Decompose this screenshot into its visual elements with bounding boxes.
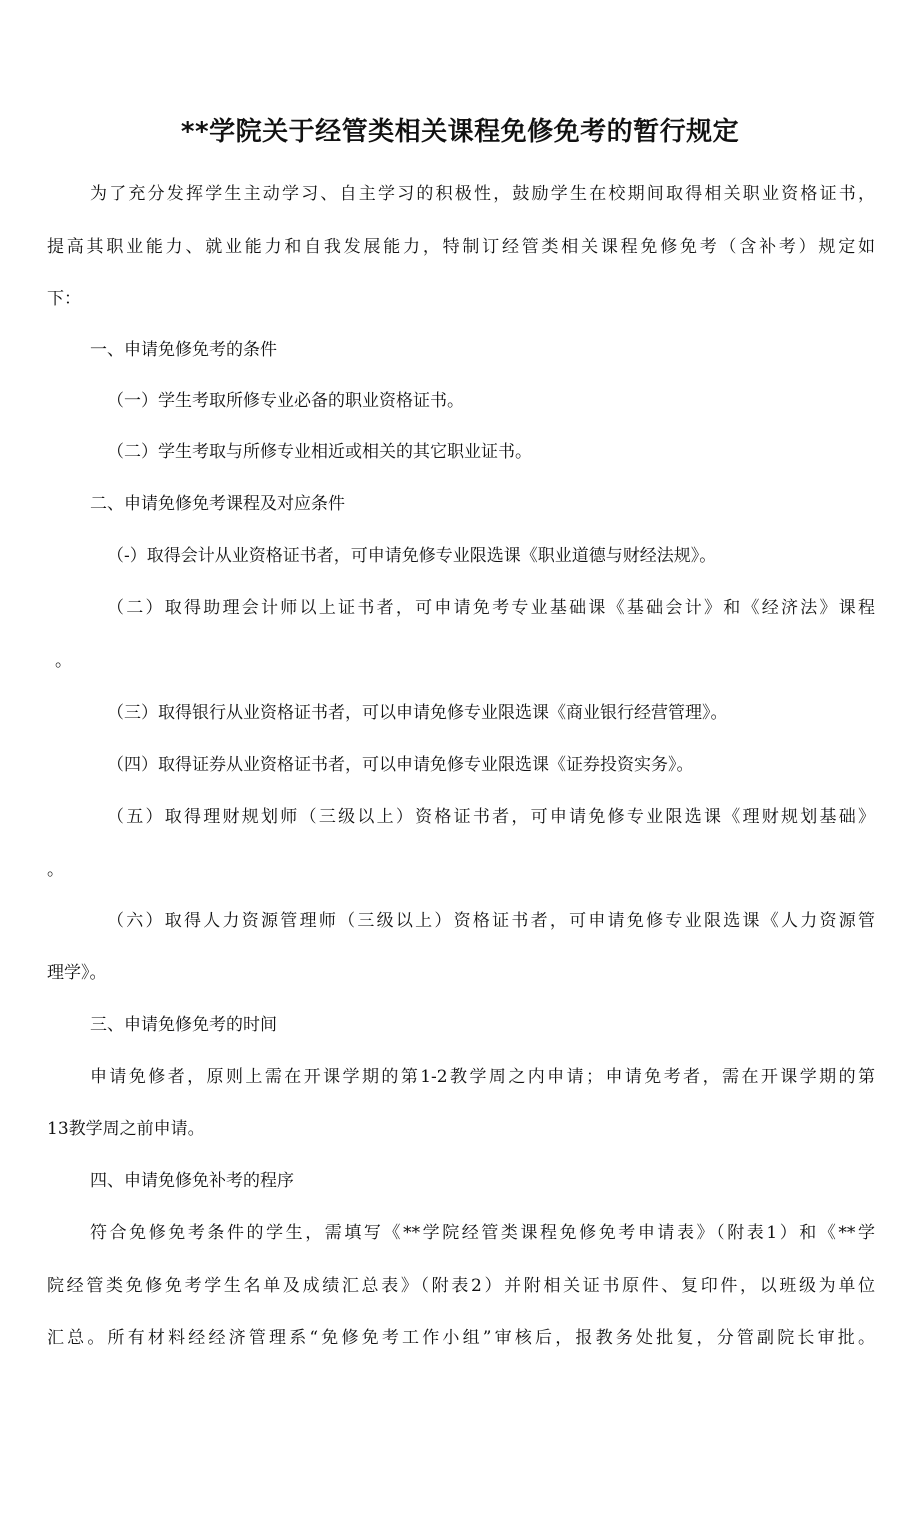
section-4-body-line-3: 汇总。所有材料经经济管理系“免修免考工作小组”审核后，报教务处批复，分管副院长审批。 [47, 1328, 875, 1348]
section-4-body-line-1: 符合免修免考条件的学生，需填写《**学院经管类课程免修免考申请表》（附表1）和《**学 [90, 1223, 875, 1243]
section-2-heading: 二、申请免修免考课程及对应条件 [90, 494, 345, 514]
section-2-item-6-line-1: （六）取得人力资源管理师（三级以上）资格证书者，可申请免修专业限选课《人力资源管 [107, 911, 875, 931]
intro-line-1: 为了充分发挥学生主动学习、自主学习的积极性，鼓励学生在校期间取得相关职业资格证书， [90, 184, 875, 204]
section-3-body-line-2: 13教学周之前申请。 [47, 1119, 205, 1139]
section-3-body-line-1: 申请免修者，原则上需在开课学期的第1-2教学周之内申请；申请免考者，需在开课学期的第 [90, 1067, 875, 1087]
intro-line-3: 下： [47, 289, 81, 309]
section-3-heading: 三、申请免修免考的时间 [90, 1015, 277, 1035]
section-2-item-5-line-1: （五）取得理财规划师（三级以上）资格证书者，可申请免修专业限选课《理财规划基础》 [107, 807, 875, 827]
section-1-heading: 一、申请免修免考的条件 [90, 340, 277, 360]
section-4-body-line-2: 院经管类免修免考学生名单及成绩汇总表》（附表2）并附相关证书原件、复印件，以班级为单位 [47, 1276, 875, 1296]
document-title: **学院关于经管类相关课程免修免考的暂行规定 [180, 117, 740, 147]
section-2-item-1: （-）取得会计从业资格证书者，可申请免修专业限选课《职业道德与财经法规》。 [107, 546, 717, 566]
section-2-item-2-line-2: 。 [55, 651, 72, 671]
section-2-item-6-line-2: 理学》。 [47, 963, 107, 983]
section-4-heading: 四、申请免修免补考的程序 [90, 1171, 294, 1191]
section-2-item-3: （三）取得银行从业资格证书者，可以申请免修专业限选课《商业银行经营管理》。 [107, 703, 728, 723]
section-1-item-1: （一）学生考取所修专业必备的职业资格证书。 [107, 391, 464, 411]
section-2-item-2-line-1: （二）取得助理会计师以上证书者，可申请免考专业基础课《基础会计》和《经济法》课程 [107, 598, 875, 618]
section-2-item-4: （四）取得证券从业资格证书者，可以申请免修专业限选课《证券投资实务》。 [107, 755, 694, 775]
intro-line-2: 提高其职业能力、就业能力和自我发展能力，特制订经管类相关课程免修免考（含补考）规定如 [47, 237, 875, 257]
section-1-item-2: （二）学生考取与所修专业相近或相关的其它职业证书。 [107, 442, 532, 462]
section-2-item-5-line-2: 。 [47, 860, 64, 880]
